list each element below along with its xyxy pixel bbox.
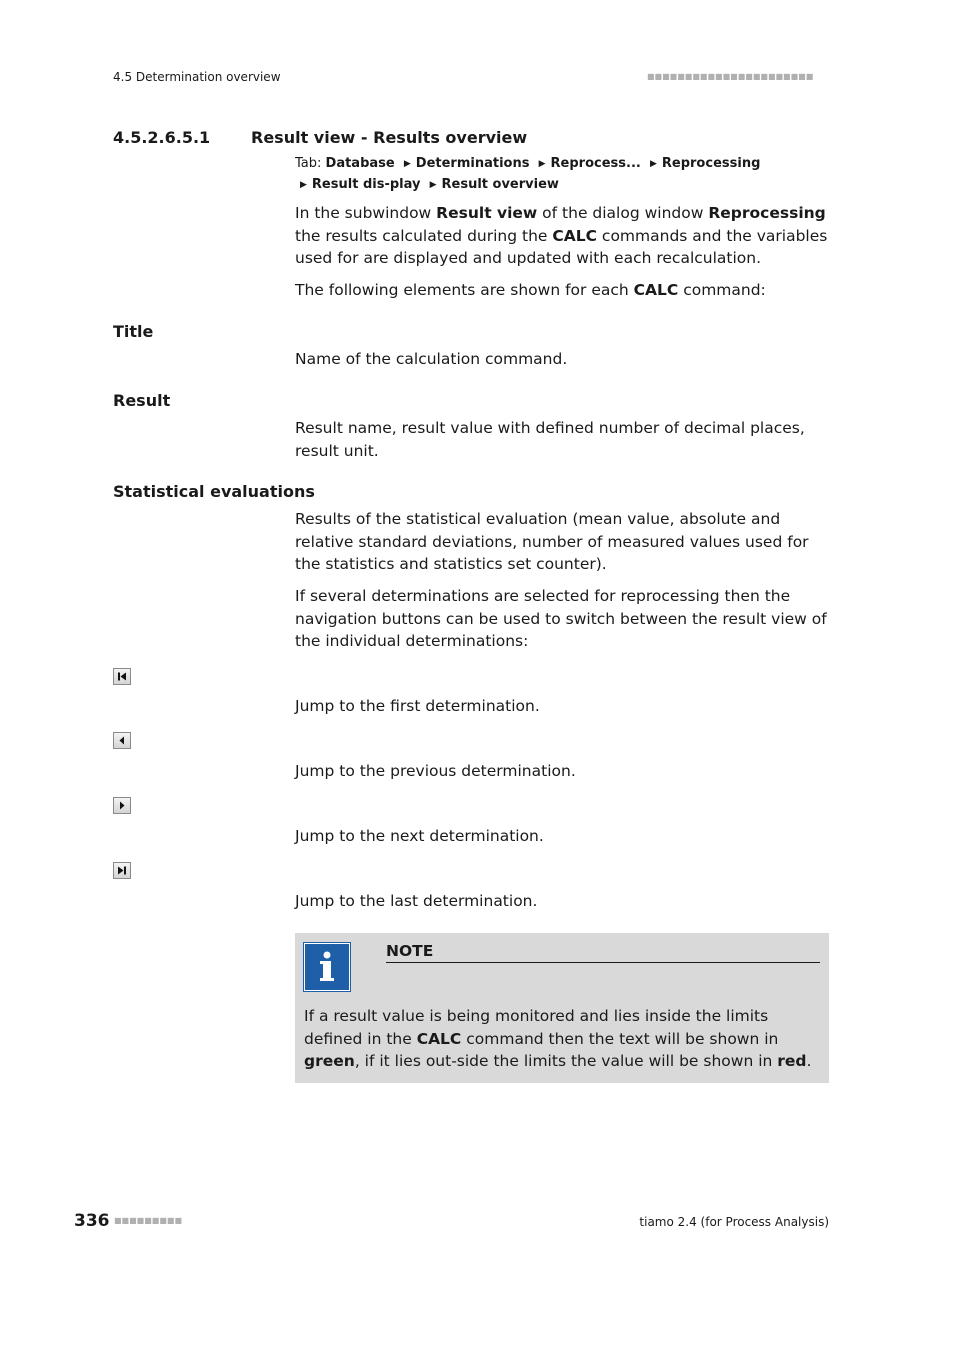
previous-determination-button[interactable] [113, 732, 131, 749]
breadcrumb [295, 154, 815, 196]
first-icon [117, 672, 127, 681]
term-statistical-evaluations: Statistical evaluations [113, 482, 315, 501]
term-statistical-desc: Results of the statistical evaluation (mean value, absolute and relative standard deviations, number of measured values used for the statistics and statistics set counter). [295, 510, 809, 573]
breadcrumb-prefix: Tab: [295, 156, 322, 171]
note-text: If a result value is being monitored and lies inside the limits defined in the CALC command then the text will be shown in green, if it lies out-side the limits the value will be shown in red. [304, 1007, 812, 1070]
breadcrumb-arrow-icon: ▶ [403, 159, 411, 169]
next-determination-button[interactable] [113, 797, 131, 814]
breadcrumb-item: Database [325, 156, 395, 171]
breadcrumb-item: Result overview [441, 177, 559, 192]
footer-product: tiamo 2.4 (for Process Analysis) [639, 1215, 829, 1229]
last-determination-button[interactable] [113, 862, 131, 879]
first-determination-button[interactable] [113, 668, 131, 685]
note-heading: NOTE [386, 942, 820, 963]
section-title: Result view - Results overview [251, 128, 528, 147]
footer-dots: ■■■■■■■■■ [114, 1216, 183, 1225]
breadcrumb-item: Result dis-play [311, 177, 421, 192]
running-header-dots: ■■■■■■■■■■■■■■■■■■■■■■ [647, 72, 814, 81]
term-result-desc: Result name, result value with defined number of decimal places, result unit. [295, 419, 805, 460]
breadcrumb-arrow-icon: ▶ [649, 159, 657, 169]
breadcrumb-item: Reprocess... [550, 156, 641, 171]
info-icon [304, 943, 350, 991]
first-determination-desc: Jump to the first determination. [295, 697, 540, 715]
breadcrumb-arrow-icon: ▶ [429, 180, 437, 190]
breadcrumb-arrow-icon: ▶ [538, 159, 546, 169]
intro-paragraph-2: The following elements are shown for each CALC command: [295, 281, 766, 299]
last-icon [117, 866, 127, 875]
term-title: Title [113, 322, 154, 341]
section-number: 4.5.2.6.5.1 [113, 128, 211, 147]
breadcrumb-item: Determinations [415, 156, 530, 171]
next-icon [117, 801, 127, 810]
navigation-intro: If several determinations are selected for reprocessing then the navigation buttons can be used to switch between the result view of the individual determinations: [295, 587, 827, 650]
term-result: Result [113, 391, 171, 410]
intro-paragraph: In the subwindow Result view of the dialog window Reprocessing the results calculated during the CALC commands and the variables used for are displayed and updated with each recalculation. [295, 204, 828, 267]
previous-icon [117, 736, 127, 745]
breadcrumb-arrow-icon: ▶ [300, 180, 307, 190]
running-header-section: 4.5 Determination overview [113, 70, 281, 84]
page-number: 336 [74, 1211, 110, 1231]
next-determination-desc: Jump to the next determination. [295, 827, 544, 845]
term-title-desc: Name of the calculation command. [295, 350, 568, 368]
previous-determination-desc: Jump to the previous determination. [295, 762, 576, 780]
breadcrumb-item: Reprocessing [661, 156, 761, 171]
last-determination-desc: Jump to the last determination. [295, 892, 538, 910]
